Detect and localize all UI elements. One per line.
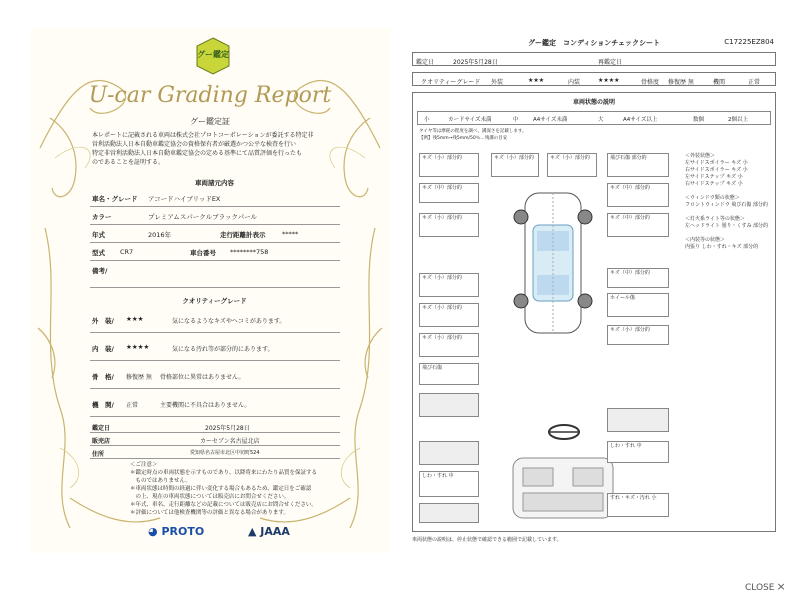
- appraisal-date-row: [90, 420, 340, 433]
- jaaa-logo: ▲ JAAA: [248, 525, 290, 538]
- quality-row: [90, 334, 340, 361]
- note-line: の上、現在の車両状態については販売店にお問合せください。: [130, 494, 290, 500]
- int-value: ★★★★: [598, 77, 620, 84]
- damage-cell: キズ（中）部分的: [607, 268, 669, 288]
- tire-note-2: 【例】残5mm→残5mm/50％…残溝の目安: [419, 136, 508, 141]
- legend-line: 右サイドスポイラー キズ 小: [685, 167, 748, 173]
- damage-cell: キズ（小）部分的: [607, 325, 669, 345]
- size-small-desc: カードサイズ未満: [448, 117, 492, 123]
- year-label: 年式: [92, 231, 105, 239]
- blank-cell: [419, 503, 479, 523]
- legend-line: 左サイドステップ キズ 小: [685, 174, 743, 180]
- intro-line: 特定非営利活動法人日本自動車鑑定協会の定める基準にて品質評価を行ったも: [92, 150, 303, 157]
- recheck-label: 再鑑定日: [598, 59, 623, 66]
- sheet-code: C17225EZ804: [724, 38, 774, 46]
- certificate-notes: [130, 461, 360, 517]
- size-small: 小: [424, 117, 430, 123]
- vehicle-grade-row: [90, 190, 340, 207]
- legend-line: 左ヘッドライト 曇り・くすみ 部分的: [685, 223, 769, 229]
- grade-value: アコードハイブリッドEX: [148, 195, 221, 203]
- size-legend-row: [417, 111, 771, 125]
- size-mid-desc: A4サイズ未満: [533, 117, 568, 123]
- quality-label: 内 装/: [92, 345, 114, 353]
- certificate-intro: [92, 131, 337, 167]
- vehicle-color-row: [90, 208, 340, 225]
- legend-line: ＜灯火系ライト等の状態＞: [685, 216, 745, 222]
- damage-cell: キズ（小）部分的: [547, 153, 597, 177]
- damage-cell: キズ（小）部分的: [491, 153, 539, 177]
- quality-row: [90, 362, 340, 389]
- int-label: 内装: [568, 79, 581, 86]
- certificate-title: U-car Grading Report: [88, 83, 332, 108]
- damage-cell: しわ・すれ 中: [607, 441, 669, 463]
- size-mid: 中: [513, 117, 519, 123]
- condition-check-sheet: [408, 28, 780, 553]
- engine-label: 機関: [713, 79, 726, 86]
- intro-line: のであることを証明する。: [92, 159, 165, 166]
- quality-desc: 気になる汚れ等が部分的にあります。: [172, 346, 274, 353]
- note-line: ＊鑑定時点の車両状態を示すものであり、以降将来にわたり品質を保証する: [130, 470, 318, 476]
- legend-line: フロントウィンドウ 飛び石傷 部分的: [685, 202, 768, 208]
- count-value: 2個以上: [728, 117, 748, 123]
- engine-value: 正常: [748, 79, 761, 86]
- blank-cell: [419, 393, 479, 417]
- ext-label: 外装: [491, 79, 504, 86]
- sheet-title: グー鑑定 コンディションチェックシート: [527, 39, 661, 47]
- damage-cell: キズ（小）部分的: [419, 303, 479, 327]
- note-line: ものではありません。: [130, 478, 191, 484]
- quality-grade: ★★★: [126, 315, 144, 323]
- quality-desc: 主要機関に不具合はありません。: [160, 402, 251, 409]
- vehicle-model-row: [90, 244, 340, 261]
- blank-cell: [607, 408, 669, 432]
- frame-label: 骨格度: [641, 79, 660, 86]
- proto-logo: ◕ PROTO: [148, 525, 205, 538]
- note-line: ＊年式、車名、走行距離などの記載については販売店にお問合せください。: [130, 502, 317, 508]
- legend-line: ＜内装等の状態＞: [685, 237, 726, 243]
- state-legend: [685, 153, 768, 251]
- mileage-value: *****: [282, 230, 299, 238]
- note-line: ＊評価については他検査機関等の評価と異なる場合があります。: [130, 510, 289, 516]
- goo-appraisal-badge: [193, 36, 233, 76]
- vehicle-remarks-row: [90, 262, 340, 288]
- damage-cell: ホイール傷: [607, 293, 669, 317]
- quality-label: 外 装/: [92, 317, 114, 325]
- size-large-desc: A4サイズ以上: [623, 117, 658, 123]
- intro-line: 本レポートに記載される車両は株式会社プロトコーポレーションが委託する特定非: [92, 132, 314, 139]
- date-value: 2025年5月28日: [453, 59, 498, 66]
- sheet-footer-note: 車両状態の説明は、停止状態で確認できる範囲で記載しています。: [412, 537, 562, 543]
- store-row: [90, 433, 340, 446]
- count-label: 数個: [693, 117, 705, 123]
- blank-cell: [419, 441, 479, 465]
- car-interior-diagram: [503, 453, 623, 523]
- quality-grade: 修復歴 無: [126, 374, 152, 381]
- quality-label: 骨 格/: [92, 373, 114, 381]
- color-label: カラー: [92, 213, 112, 221]
- model-label: 型式: [92, 249, 105, 257]
- damage-cell: キズ（中）部分的: [419, 183, 479, 203]
- date-value: 2025年5月28日: [205, 425, 250, 432]
- quality-row: [90, 390, 340, 417]
- steering-wheel-icon: [547, 423, 581, 441]
- mileage-label: 走行距離計表示: [220, 231, 266, 239]
- legend-line: ＜ウィンドウ類の状態＞: [685, 195, 740, 201]
- legend-line: [685, 230, 768, 237]
- store-value: カーセブン名古屋北店: [200, 438, 260, 445]
- note-line: ＜ご注意＞: [130, 462, 158, 468]
- model-value: CR7: [120, 248, 134, 256]
- year-value: 2016年: [148, 231, 172, 239]
- quality-section-title: クオリティーグレード: [182, 297, 247, 305]
- legend-line: 右サイドステップ キズ 小: [685, 181, 743, 187]
- close-icon: ×: [776, 580, 786, 593]
- legend-line: ＜外装状態＞: [685, 153, 716, 159]
- logos: [148, 522, 348, 542]
- sheet-quality-row: [412, 72, 776, 86]
- color-value: プレミアムスパークルブラックパール: [148, 213, 257, 221]
- badge-text: グー鑑定: [197, 50, 229, 59]
- address-label: 住所: [92, 451, 105, 458]
- quality-label: クオリティーグレード: [421, 79, 481, 86]
- legend-line: 内張り しわ・すれ・キズ 部分的: [685, 244, 759, 250]
- address-row: [90, 446, 340, 459]
- frame-value: 修復歴 無: [668, 79, 694, 86]
- tire-note: タイヤ等は摩耗の程度を調べ、溝深さを記載します。: [419, 129, 527, 134]
- vehicle-year-row: [90, 226, 340, 243]
- damage-cell: しわ・すれ 中: [419, 471, 479, 497]
- note-line: ＊車両状態は時間の経過に伴い変化する場合もあるため、鑑定日をご確認: [130, 486, 312, 492]
- legend-line: [685, 188, 768, 195]
- state-title: 車両状態の説明: [572, 99, 615, 106]
- sheet-date-row: [412, 52, 776, 66]
- damage-cell: すれ・キズ・汚れ 小: [607, 493, 669, 517]
- remarks-label: 備考/: [92, 267, 108, 275]
- quality-desc: 骨格部位に異常はありません。: [160, 374, 245, 381]
- close-button[interactable]: [745, 580, 786, 593]
- address-value: 愛知県名古屋市北区中切町524: [190, 450, 260, 456]
- size-large: 大: [598, 117, 604, 123]
- grade-label: 車名・グレード: [92, 195, 138, 203]
- quality-grade: 正常: [126, 402, 139, 409]
- certificate-subtitle: グー鑑定証: [190, 117, 230, 126]
- grading-report-certificate: [30, 28, 390, 553]
- date-label: 鑑定日: [416, 59, 435, 66]
- chassis-label: 車台番号: [190, 249, 216, 257]
- damage-cell: キズ（小）部分的: [419, 273, 479, 297]
- vehicle-section-title: 車両諸元内容: [195, 179, 234, 187]
- store-label: 販売店: [92, 438, 111, 445]
- damage-cell: キズ（中）部分的: [607, 183, 669, 207]
- damage-cell: キズ（小）部分的: [419, 153, 479, 177]
- close-label: CLOSE: [745, 583, 775, 593]
- quality-row: [90, 306, 340, 333]
- intro-line: 営利活動法人日本自動車鑑定協会の資格保有者が厳選かつ公平な検査を行い: [92, 141, 297, 148]
- vehicle-state-panel: [412, 92, 776, 532]
- damage-cell: キズ（小）部分的: [419, 213, 479, 237]
- legend-line: [685, 209, 768, 216]
- quality-grade: ★★★★: [126, 343, 150, 351]
- quality-desc: 気になるようなキズやヘコミがあります。: [172, 318, 286, 325]
- quality-label: 機 関/: [92, 401, 114, 409]
- ext-value: ★★★: [528, 77, 545, 84]
- damage-cell: 飛び石傷 部分的: [607, 153, 669, 177]
- date-label: 鑑定日: [92, 425, 111, 432]
- damage-cell: キズ（中）部分的: [607, 213, 669, 237]
- damage-cell: 飛び石傷: [419, 363, 479, 385]
- car-top-view-diagram: [503, 183, 603, 343]
- damage-cell: キズ（小）部分的: [419, 333, 479, 357]
- legend-line: 左サイドスポイラー キズ 小: [685, 160, 748, 166]
- chassis-value: ********758: [230, 248, 269, 256]
